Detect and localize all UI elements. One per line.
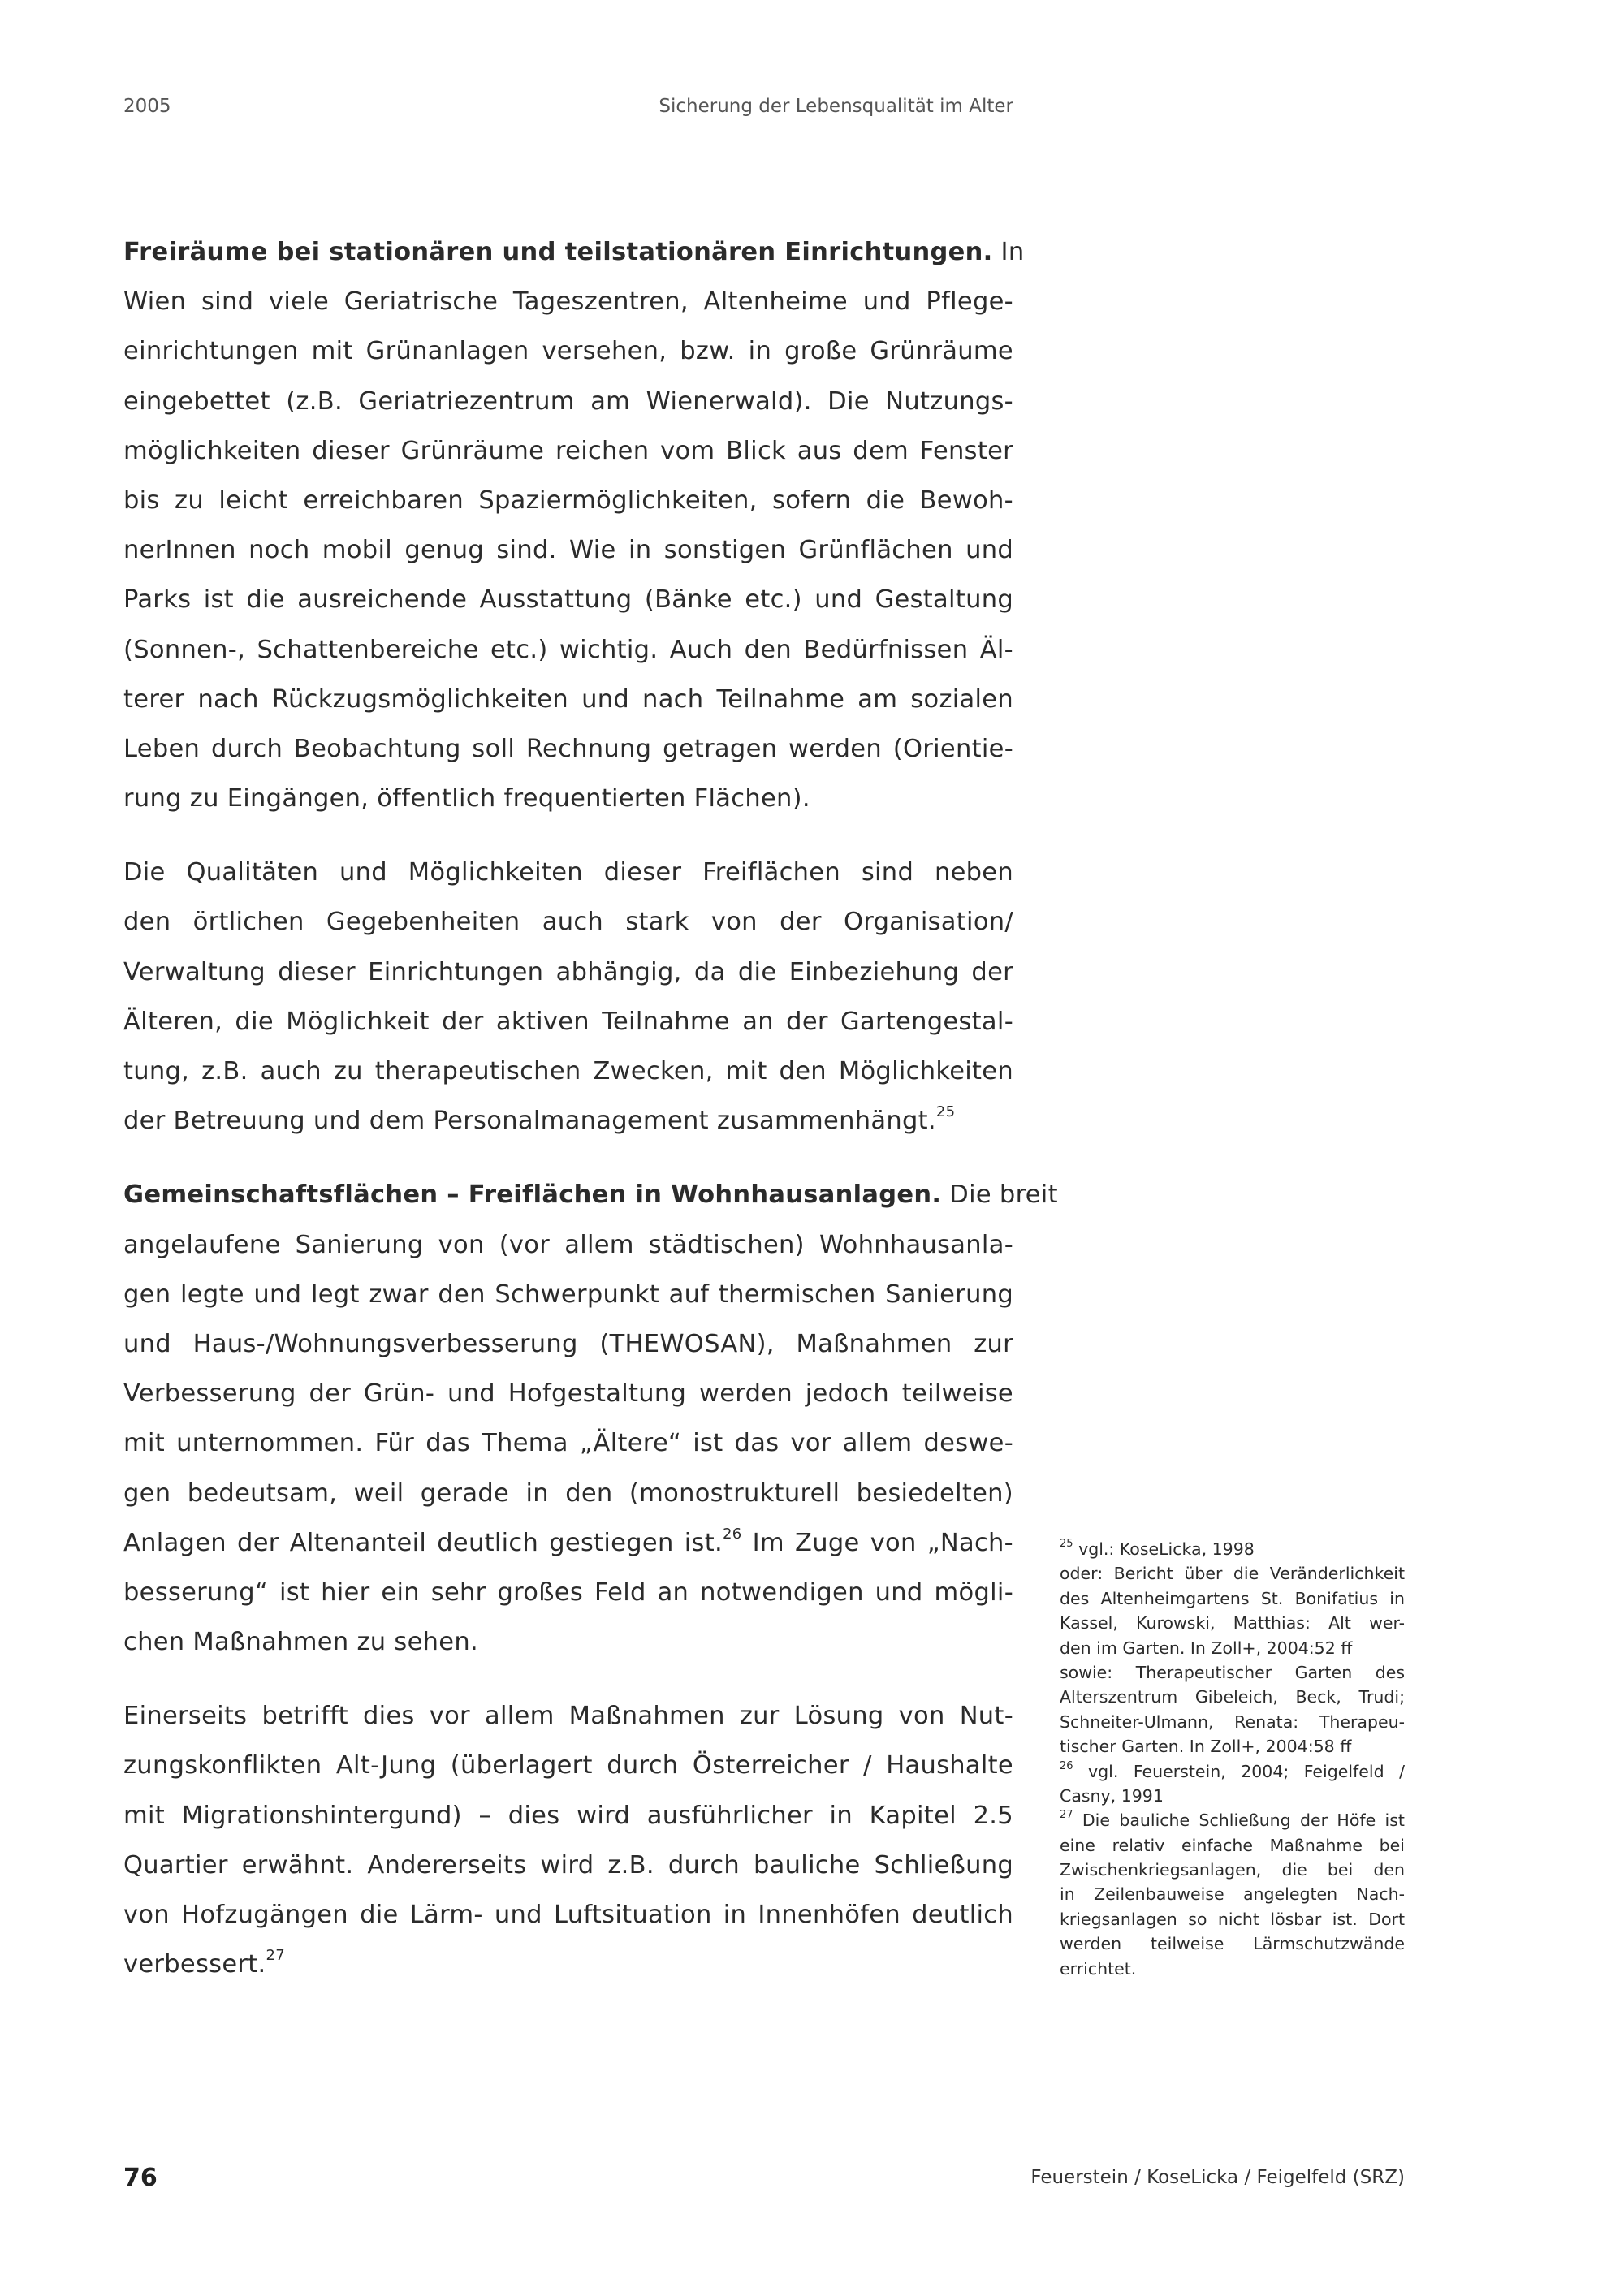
footnote-text-line: Kassel, Kurowski, Matthias: Alt wer-	[1060, 1613, 1405, 1634]
text-line: Die Qualitäten und Möglichkeiten dieser Freiflächen sind neben	[123, 858, 1013, 887]
footnote-26: $^{26}$ vgl. Feuerstein, 2004; Feigelfeld /	[1060, 1759, 1405, 1781]
main-text-column	[123, 227, 1058, 2013]
footer-authors: Feuerstein / KoseLicka / Feigelfeld (SRZ)	[1030, 2167, 1405, 2188]
text-line: eingebettet (z.B. Geriatriezentrum am Wienerwald). Die Nutzungs-	[123, 386, 1013, 416]
footnote-text-line: eine relativ einfache Maßnahme bei	[1060, 1835, 1405, 1855]
text-line: mit Migrationshintergund) – dies wird ausführlicher in Kapitel 2.5	[123, 1801, 1013, 1830]
footnote-text-line: kriegsanlagen so nicht lösbar ist. Dort	[1060, 1909, 1405, 1929]
text-line: gen bedeutsam, weil gerade in den (monostrukturell besiedelten)	[123, 1478, 1013, 1508]
footnote-text-line: Alterszentrum Gibeleich, Beck, Trudi;	[1060, 1687, 1405, 1707]
text-line: zungskonflikten Alt-Jung (überlagert durch Österreicher / Haushalte	[123, 1751, 1013, 1780]
text-line: Einerseits betrifft dies vor allem Maßnahmen zur Lösung von Nut-	[123, 1702, 1013, 1731]
footnote-text-line: oder: Bericht über die Veränderlichkeit	[1060, 1564, 1405, 1584]
text-line: mit unternommen. Für das Thema „Ältere“ ist das vor allem deswe-	[123, 1429, 1013, 1458]
paragraph-lead-heading: Gemeinschaftsflächen – Freiflächen in Wohnhausanlagen.	[123, 1180, 942, 1210]
footnote-text-line: den im Garten. In Zoll+, 2004:52 ff	[1060, 1638, 1353, 1658]
header-title: Sicherung der Lebensqualität im Alter	[659, 96, 1013, 117]
text-line: Quartier erwähnt. Andererseits wird z.B. durch bauliche Schließung	[123, 1850, 1013, 1880]
text-line: chen Maßnahmen zu sehen.	[123, 1628, 478, 1657]
paragraph-freiraeume	[123, 227, 1025, 823]
text-line: angelaufene Sanierung von (vor allem städtischen) Wohnhausanla-	[123, 1230, 1013, 1259]
footnote-text-line: des Altenheimgartens St. Bonifatius in	[1060, 1588, 1405, 1608]
page-number: 76	[123, 2164, 158, 2192]
text-line: und Haus-/Wohnungsverbesserung (THEWOSAN), Maßnahmen zur	[123, 1329, 1013, 1358]
text-line: (Sonnen-, Schattenbereiche etc.) wichtig. Auch den Bedürfnissen Äl-	[123, 635, 1013, 664]
text-line: Verwaltung dieser Einrichtungen abhängig, da die Einbeziehung der	[123, 957, 1013, 986]
footnotes-column	[1060, 1537, 1405, 1981]
header-year: 2005	[123, 96, 171, 117]
footnote-text-line: in Zeilenbauweise angelegten Nach-	[1060, 1884, 1405, 1905]
footnote-ref-26[interactable]: 26	[722, 1525, 742, 1543]
text-line: Wien sind viele Geriatrische Tageszentren, Altenheime und Pflege-	[123, 287, 1013, 317]
paragraph-einerseits	[123, 1691, 1013, 1989]
text-line: Freiräume bei stationären und teilstationären Einrichtungen. In	[123, 238, 1025, 266]
text-line: Leben durch Beobachtung soll Rechnung getragen werden (Orientie-	[123, 734, 1013, 763]
text-line: Älteren, die Möglichkeit der aktiven Teilnahme an der Gartengestal-	[123, 1007, 1013, 1036]
footnote-text-line: errichtet.	[1060, 1958, 1137, 1979]
text-line: besserung“ ist hier ein sehr großes Feld an notwendigen und mögli-	[123, 1577, 1013, 1607]
text-line: nerInnen noch mobil genug sind. Wie in sonstigen Grünflächen und	[123, 536, 1013, 565]
text-line: terer nach Rückzugsmöglichkeiten und nach Teilnahme am sozialen	[123, 684, 1013, 714]
footnote-27: $^{27}$ Die bauliche Schließung der Höfe ist	[1060, 1809, 1405, 1831]
footnote-ref-25[interactable]: 25	[935, 1103, 956, 1121]
paragraph-qualitaeten	[123, 848, 1013, 1146]
footnote-ref-27[interactable]: 27	[266, 1947, 286, 1965]
running-footer	[123, 2164, 1405, 2199]
text-line: tung, z.B. auch zu therapeutischen Zwecken, mit den Möglichkeiten	[123, 1057, 1013, 1085]
text-line: einrichtungen mit Grünanlagen versehen, bzw. in große Grünräume	[123, 337, 1013, 366]
footnote-text-line: Zwischenkriegsanlagen, die bei den	[1060, 1860, 1405, 1880]
text-line: bis zu leicht erreichbaren Spaziermöglichkeiten, sofern die Bewoh-	[123, 486, 1013, 515]
running-header	[123, 96, 1013, 128]
text-line: Parks ist die ausreichende Ausstattung (Bänke etc.) und Gestaltung	[123, 585, 1013, 615]
footnote-text-line: Casny, 1991	[1060, 1785, 1164, 1806]
footnote-text-line: tischer Garten. In Zoll+, 2004:58 ff	[1060, 1737, 1352, 1757]
paragraph-lead-heading: Freiräume bei stationären und teilstationären Einrichtungen.	[123, 238, 993, 266]
text-line: gen legte und legt zwar den Schwerpunkt auf thermischen Sanierung	[123, 1280, 1013, 1309]
footnote-text-line: Schneiter-Ulmann, Renata: Therapeu-	[1060, 1711, 1405, 1732]
footnote-text-line: werden teilweise Lärmschutzwände	[1060, 1934, 1405, 1954]
text-line: Gemeinschaftsflächen – Freiflächen in Wohnhausanlagen. Die breit	[123, 1180, 1058, 1210]
text-line: rung zu Eingängen, öffentlich frequentierten Flächen).	[123, 784, 810, 814]
text-line: Anlagen der Altenanteil deutlich gestiegen ist.$^{26}$ Im Zuge von „Nach-	[123, 1525, 1013, 1557]
footnote-text-line: sowie: Therapeutischer Garten des	[1060, 1662, 1405, 1682]
text-line: der Betreuung und dem Personalmanagement zusammenhängt.$^{25}$	[123, 1103, 956, 1136]
text-line: möglichkeiten dieser Grünräume reichen vom Blick aus dem Fenster	[123, 436, 1013, 465]
text-line: den örtlichen Gegebenheiten auch stark von der Organisation/	[123, 908, 1013, 937]
paragraph-gemeinschaftsflaechen	[123, 1170, 1058, 1667]
footnote-25: $^{25}$ vgl.: KoseLicka, 1998	[1060, 1538, 1255, 1559]
text-line: verbessert.$^{27}$	[123, 1947, 286, 1979]
text-line: von Hofzugängen die Lärm- und Luftsituation in Innenhöfen deutlich	[123, 1901, 1013, 1929]
text-line: Verbesserung der Grün- und Hofgestaltung werden jedoch teilweise	[123, 1379, 1013, 1409]
